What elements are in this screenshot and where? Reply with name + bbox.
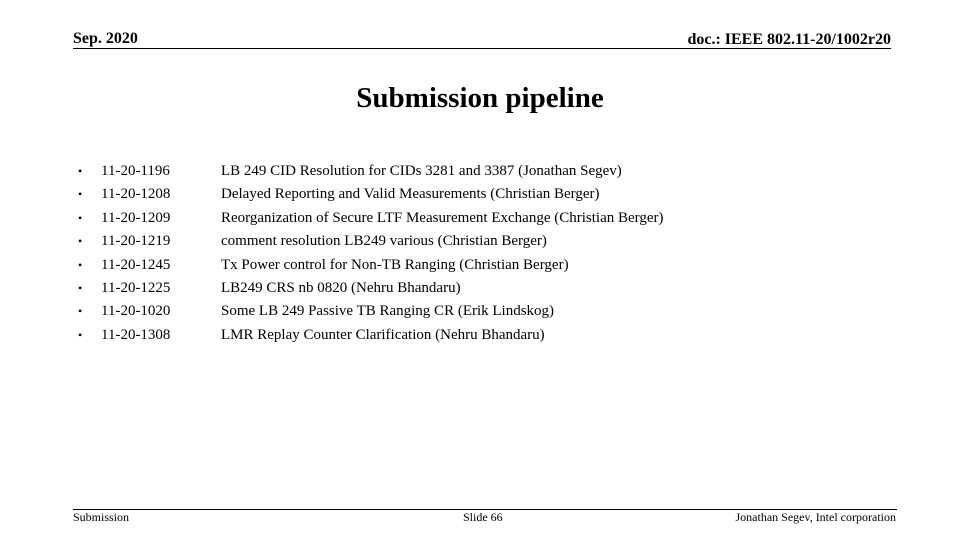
document-number: 11-20-1020 (101, 303, 171, 320)
document-number: 11-20-1208 (101, 186, 171, 203)
bullet-icon: • (78, 210, 83, 225)
document-title: Some LB 249 Passive TB Ranging CR (Erik Lindskog) (221, 303, 555, 320)
footer-slide-number: Slide 66 (463, 510, 503, 524)
document-title: LB 249 CID Resolution for CIDs 3281 and 3387 (Jonathan Segev) (221, 163, 622, 179)
document-number: 11-20-1209 (101, 209, 171, 226)
document-number: 11-20-1308 (101, 326, 171, 343)
header-date: Sep. 2020 (73, 30, 138, 47)
document-title: Delayed Reporting and Valid Measurements (Christian Berger) (221, 186, 600, 203)
document-title: LMR Replay Counter Clarification (Nehru Bhandaru) (221, 326, 545, 343)
footer-submission: Submission (73, 510, 130, 524)
document-title: LB249 CRS nb 0820 (Nehru Bhandaru) (221, 279, 461, 296)
document-title: Reorganization of Secure LTF Measurement Exchange (Christian Berger) (221, 209, 664, 226)
header-doc-id: doc.: IEEE 802.11-20/1002r20 (687, 31, 891, 48)
bullet-icon: • (78, 187, 83, 202)
document-title: Tx Power control for Non-TB Ranging (Christian Berger) (221, 256, 569, 273)
bullet-icon: • (78, 304, 83, 319)
footer-author: Jonathan Segev, Intel corporation (735, 510, 896, 524)
document-number: 11-20-1225 (101, 279, 171, 296)
document-number: 11-20-1245 (101, 256, 171, 273)
bullet-icon: • (78, 234, 83, 249)
bullet-icon: • (78, 280, 83, 295)
document-title: comment resolution LB249 various (Christian Berger) (221, 233, 547, 250)
bullet-icon: • (78, 327, 83, 342)
bullet-icon: • (78, 257, 83, 272)
header-divider (73, 48, 891, 49)
document-number: 11-20-1196 (101, 163, 170, 179)
bullet-icon: • (78, 164, 83, 178)
document-number: 11-20-1219 (101, 233, 171, 250)
slide-title: Submission pipeline (356, 82, 604, 114)
